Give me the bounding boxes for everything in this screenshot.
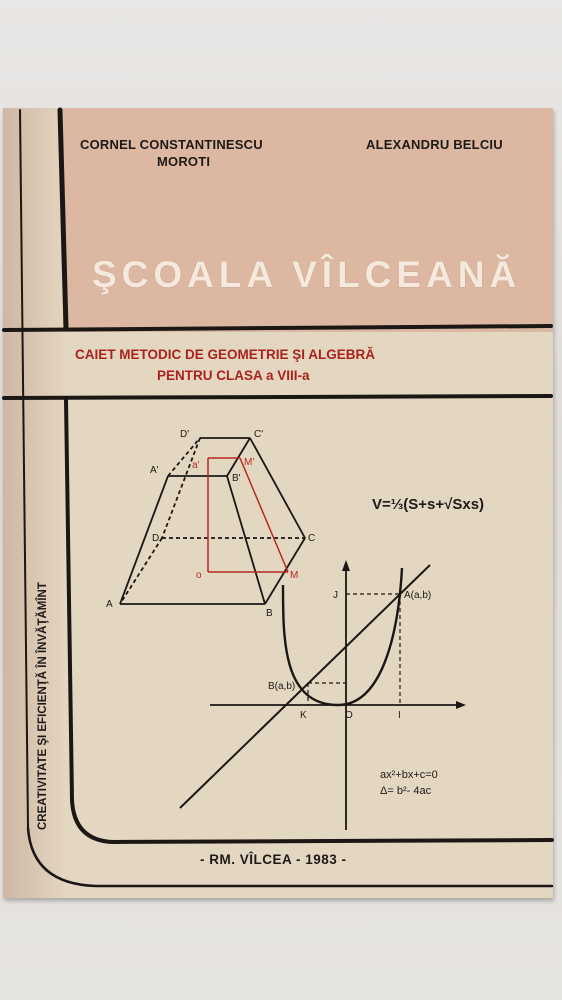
- label-i: I: [398, 710, 401, 721]
- label-c: C: [308, 533, 316, 544]
- label-d: D: [152, 533, 160, 544]
- spine-caption: CREATIVITATE ŞI EFICIENŢĂ ÎN ÎNVĂŢĂMÎNT: [37, 582, 49, 830]
- label-a: A: [106, 599, 113, 610]
- label-b-prime: B': [232, 473, 241, 484]
- book-title: ŞCOALA VÎLCEANĂ: [92, 254, 522, 295]
- label-k: K: [300, 710, 307, 721]
- author-1-name: CORNEL CONSTANTINESCU: [80, 137, 263, 152]
- subtitle-line-2: PENTRU CLASA a VIII-a: [157, 368, 310, 383]
- label-j: J: [333, 590, 338, 601]
- label-o-small: o: [196, 570, 202, 581]
- frustum-drawing: [120, 438, 305, 604]
- parabola: [283, 568, 402, 705]
- band-divider-bottom: [4, 396, 551, 398]
- author-2-name: ALEXANDRU BELCIU: [366, 137, 503, 152]
- volume-formula: V=⅓(S+s+√Sxs): [372, 496, 485, 513]
- label-a-ab: A(a,b): [404, 590, 432, 601]
- label-a-prime: A': [150, 465, 159, 476]
- label-b-ab: B(a,b): [268, 681, 296, 692]
- label-c-prime: C': [254, 429, 264, 440]
- discriminant-formula: Δ= b²- 4ac: [380, 785, 432, 797]
- quadratic-equation: ax²+bx+c=0: [380, 769, 438, 781]
- label-m-prime: M': [244, 457, 255, 468]
- author-1-name-line2: MOROTI: [157, 154, 211, 169]
- publication-imprint: - RM. VÎLCEA - 1983 -: [200, 852, 347, 867]
- label-a-small-prime: a': [192, 460, 200, 471]
- band-divider-top: [4, 326, 551, 330]
- inner-frame: [66, 400, 552, 842]
- label-d-prime: D': [180, 429, 190, 440]
- spine-line-top: [60, 110, 66, 328]
- label-m: M: [290, 570, 299, 581]
- spine-line-outer: [20, 110, 28, 828]
- label-b: B: [266, 608, 273, 619]
- subtitle-line-1: CAIET METODIC DE GEOMETRIE ŞI ALGEBRĂ: [75, 347, 376, 362]
- label-o: O: [345, 710, 353, 721]
